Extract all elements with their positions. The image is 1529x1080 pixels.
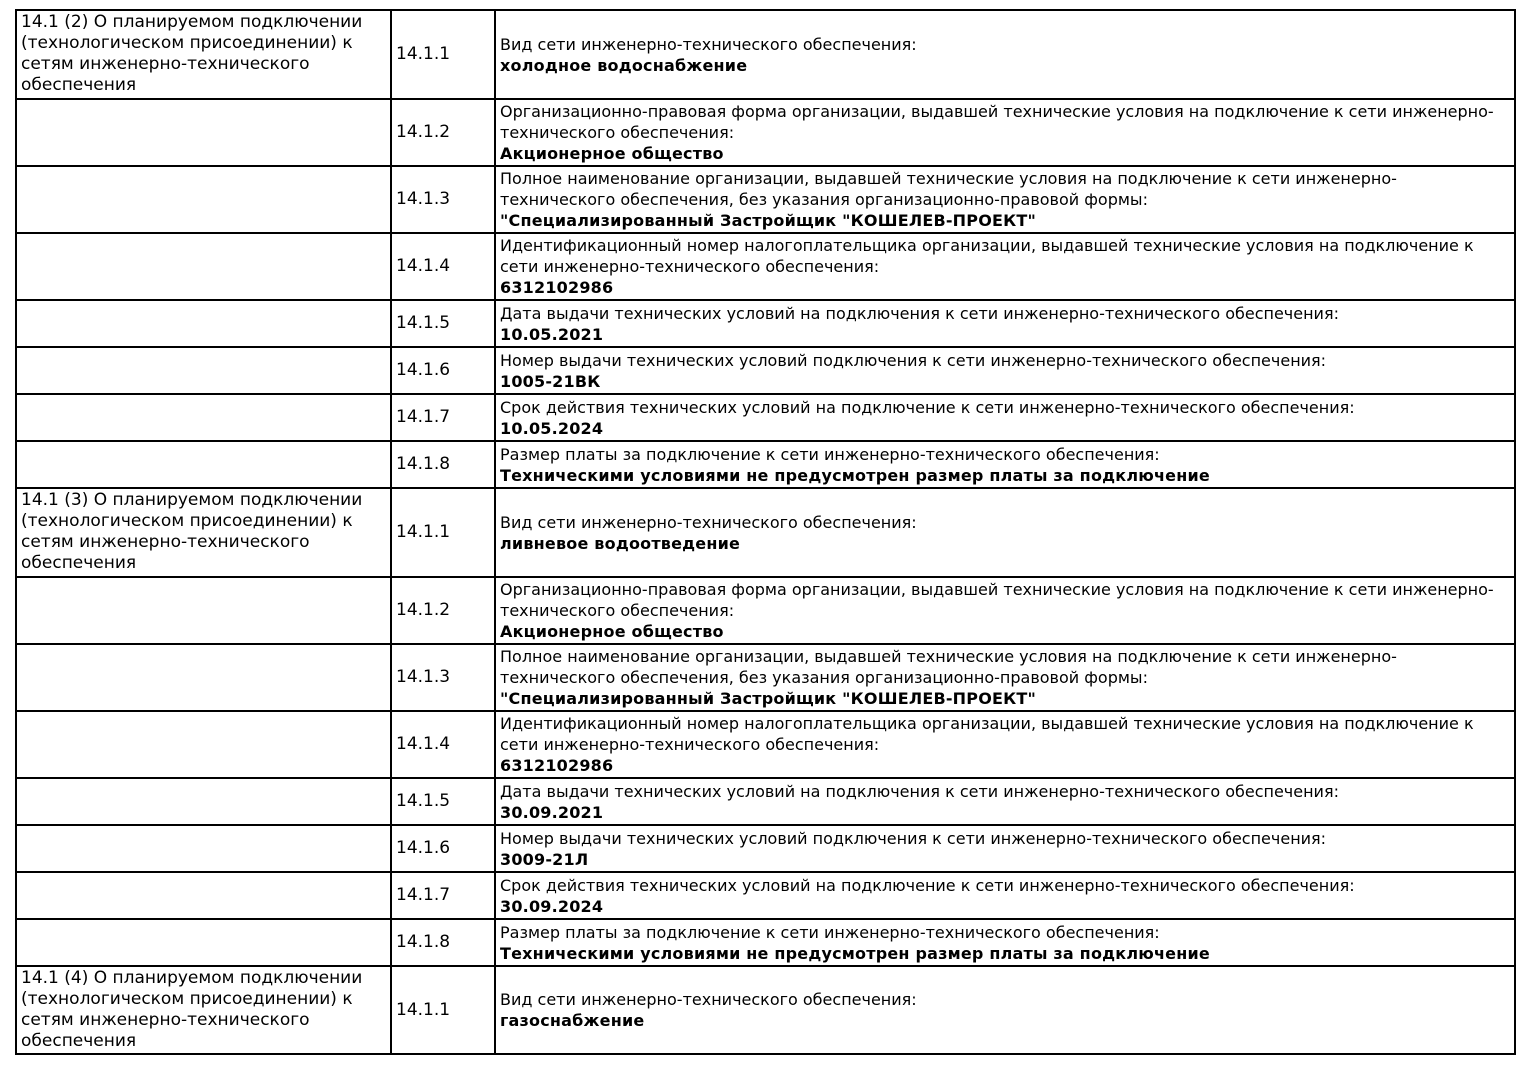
field-value: 30.09.2024 (500, 896, 604, 916)
row-number-cell (391, 825, 495, 872)
field-label: Размер платы за подключение к сети инженерно-технического обеспечения: (500, 922, 1160, 942)
row-number: 14.1.6 (396, 838, 451, 858)
field-cell (495, 778, 1515, 825)
table-row (16, 10, 1515, 99)
empty-cell (16, 394, 391, 441)
table-row (16, 872, 1515, 919)
row-number-cell (391, 778, 495, 825)
row-number: 14.1.2 (396, 600, 451, 620)
row-number-cell (391, 300, 495, 347)
table-row (16, 711, 1515, 778)
row-number: 14.1.3 (396, 667, 451, 687)
table-row (16, 441, 1515, 488)
empty-cell (16, 872, 391, 919)
field-label: Вид сети инженерно-технического обеспечения: (500, 34, 917, 54)
row-number: 14.1.5 (396, 791, 451, 811)
field-cell (495, 919, 1515, 966)
field-value: 1005-21ВК (500, 371, 601, 391)
row-number: 14.1.7 (396, 885, 451, 905)
row-number: 14.1.6 (396, 360, 451, 380)
empty-cell (16, 233, 391, 300)
field-label: Размер платы за подключение к сети инженерно-технического обеспечения: (500, 444, 1160, 464)
row-number-cell (391, 872, 495, 919)
empty-cell (16, 711, 391, 778)
section-title: 14.1 (3) О планируемом подключении (технологическом присоединении) к сетям инженерно-технического обеспечения (21, 490, 363, 573)
field-label: Идентификационный номер налогоплательщика организации, выдавшей технические условия на подключение к сети инженерно-технического обеспечения: (500, 236, 1474, 276)
table-row (16, 919, 1515, 966)
row-number: 14.1.1 (396, 44, 451, 64)
empty-cell (16, 778, 391, 825)
field-label: Организационно-правовая форма организации, выдавшей технические условия на подключение к сети инженерно-технического обеспечения: (500, 580, 1494, 620)
field-label: Дата выдачи технических условий на подключения к сети инженерно-технического обеспечения: (500, 781, 1339, 801)
table-row (16, 166, 1515, 233)
row-number: 14.1.2 (396, 122, 451, 142)
table-row (16, 778, 1515, 825)
empty-cell (16, 441, 391, 488)
table-row (16, 99, 1515, 166)
field-cell (495, 872, 1515, 919)
row-number-cell (391, 644, 495, 711)
field-label: Вид сети инженерно-технического обеспечения: (500, 990, 917, 1009)
row-number-cell (391, 166, 495, 233)
table-row (16, 347, 1515, 394)
table-row (16, 644, 1515, 711)
field-label: Организационно-правовая форма организации, выдавшей технические условия на подключение к сети инженерно-технического обеспечения: (500, 102, 1494, 142)
field-value: 3009-21Л (500, 849, 589, 869)
row-number-cell (391, 577, 495, 644)
field-label: Срок действия технических условий на подключение к сети инженерно-технического обеспечения: (500, 397, 1355, 417)
row-number-cell (391, 711, 495, 778)
row-number-cell (391, 919, 495, 966)
empty-cell (16, 166, 391, 233)
field-value: "Специализированный Застройщик "КОШЕЛЕВ-ПРОЕКТ" (500, 689, 1037, 708)
field-cell (495, 441, 1515, 488)
field-cell (495, 711, 1515, 778)
field-value: Акционерное общество (500, 622, 724, 641)
row-number: 14.1.3 (396, 189, 451, 209)
field-label: Вид сети инженерно-технического обеспечения: (500, 512, 917, 532)
field-value: 6312102986 (500, 756, 614, 775)
field-value: ливневое водоотведение (500, 533, 741, 553)
project-declaration-table (15, 9, 1516, 1055)
table-row (16, 233, 1515, 300)
empty-cell (16, 825, 391, 872)
row-number-cell (391, 394, 495, 441)
row-number: 14.1.8 (396, 932, 451, 952)
row-number-cell (391, 233, 495, 300)
row-number: 14.1.5 (396, 313, 451, 333)
row-number: 14.1.8 (396, 454, 451, 474)
row-number-cell (391, 347, 495, 394)
field-label: Срок действия технических условий на подключение к сети инженерно-технического обеспечения: (500, 875, 1355, 895)
field-label: Полное наименование организации, выдавшей технические условия на подключение к сети инженерно-технического обеспечения, без указания организационно-правовой формы: (500, 647, 1397, 687)
table-row (16, 966, 1515, 1054)
row-number-cell (391, 10, 495, 99)
table-row (16, 825, 1515, 872)
table-row (16, 300, 1515, 347)
field-label: Номер выдачи технических условий подключения к сети инженерно-технического обеспечения: (500, 350, 1327, 370)
field-label: Дата выдачи технических условий на подключения к сети инженерно-технического обеспечения: (500, 303, 1339, 323)
row-number-cell (391, 488, 495, 577)
row-number: 14.1.7 (396, 407, 451, 427)
section-title: 14.1 (4) О планируемом подключении (технологическом присоединении) к сетям инженерно-технического обеспечения (21, 968, 363, 1051)
row-number: 14.1.4 (396, 734, 451, 754)
field-value: Акционерное общество (500, 144, 724, 163)
field-cell (495, 644, 1515, 711)
field-label: Полное наименование организации, выдавшей технические условия на подключение к сети инженерно-технического обеспечения, без указания организационно-правовой формы: (500, 169, 1397, 209)
field-label: Идентификационный номер налогоплательщика организации, выдавшей технические условия на подключение к сети инженерно-технического обеспечения: (500, 714, 1474, 754)
field-value: "Специализированный Застройщик "КОШЕЛЕВ-ПРОЕКТ" (500, 211, 1037, 230)
table-row (16, 577, 1515, 644)
field-cell (495, 166, 1515, 233)
empty-cell (16, 99, 391, 166)
field-value: 30.09.2021 (500, 802, 604, 822)
field-cell (495, 825, 1515, 872)
row-number-cell (391, 99, 495, 166)
empty-cell (16, 644, 391, 711)
row-number-cell (391, 441, 495, 488)
field-value: 10.05.2024 (500, 418, 604, 438)
field-cell (495, 300, 1515, 347)
row-number: 14.1.1 (396, 522, 451, 542)
field-value: Техническими условиями не предусмотрен размер платы за подключение (500, 943, 1210, 963)
field-value: Техническими условиями не предусмотрен размер платы за подключение (500, 465, 1210, 485)
field-cell (495, 10, 1515, 99)
field-label: Номер выдачи технических условий подключения к сети инженерно-технического обеспечения: (500, 828, 1327, 848)
field-cell (495, 233, 1515, 300)
empty-cell (16, 919, 391, 966)
table-row (16, 394, 1515, 441)
field-value: газоснабжение (500, 1011, 645, 1030)
field-cell (495, 488, 1515, 577)
row-number: 14.1.4 (396, 256, 451, 276)
table-row (16, 488, 1515, 577)
field-cell (495, 394, 1515, 441)
empty-cell (16, 577, 391, 644)
field-value: холодное водоснабжение (500, 55, 748, 75)
empty-cell (16, 300, 391, 347)
row-number: 14.1.1 (396, 999, 451, 1020)
field-cell (495, 99, 1515, 166)
row-number-cell (391, 966, 495, 1054)
section-title: 14.1 (2) О планируемом подключении (технологическом присоединении) к сетям инженерно-технического обеспечения (21, 12, 363, 95)
section-title-cell (16, 10, 391, 99)
field-cell (495, 347, 1515, 394)
field-value: 10.05.2021 (500, 324, 604, 344)
field-value: 6312102986 (500, 278, 614, 297)
empty-cell (16, 347, 391, 394)
section-title-cell (16, 488, 391, 577)
section-title-cell (16, 966, 391, 1054)
field-cell (495, 577, 1515, 644)
field-cell (495, 966, 1515, 1054)
